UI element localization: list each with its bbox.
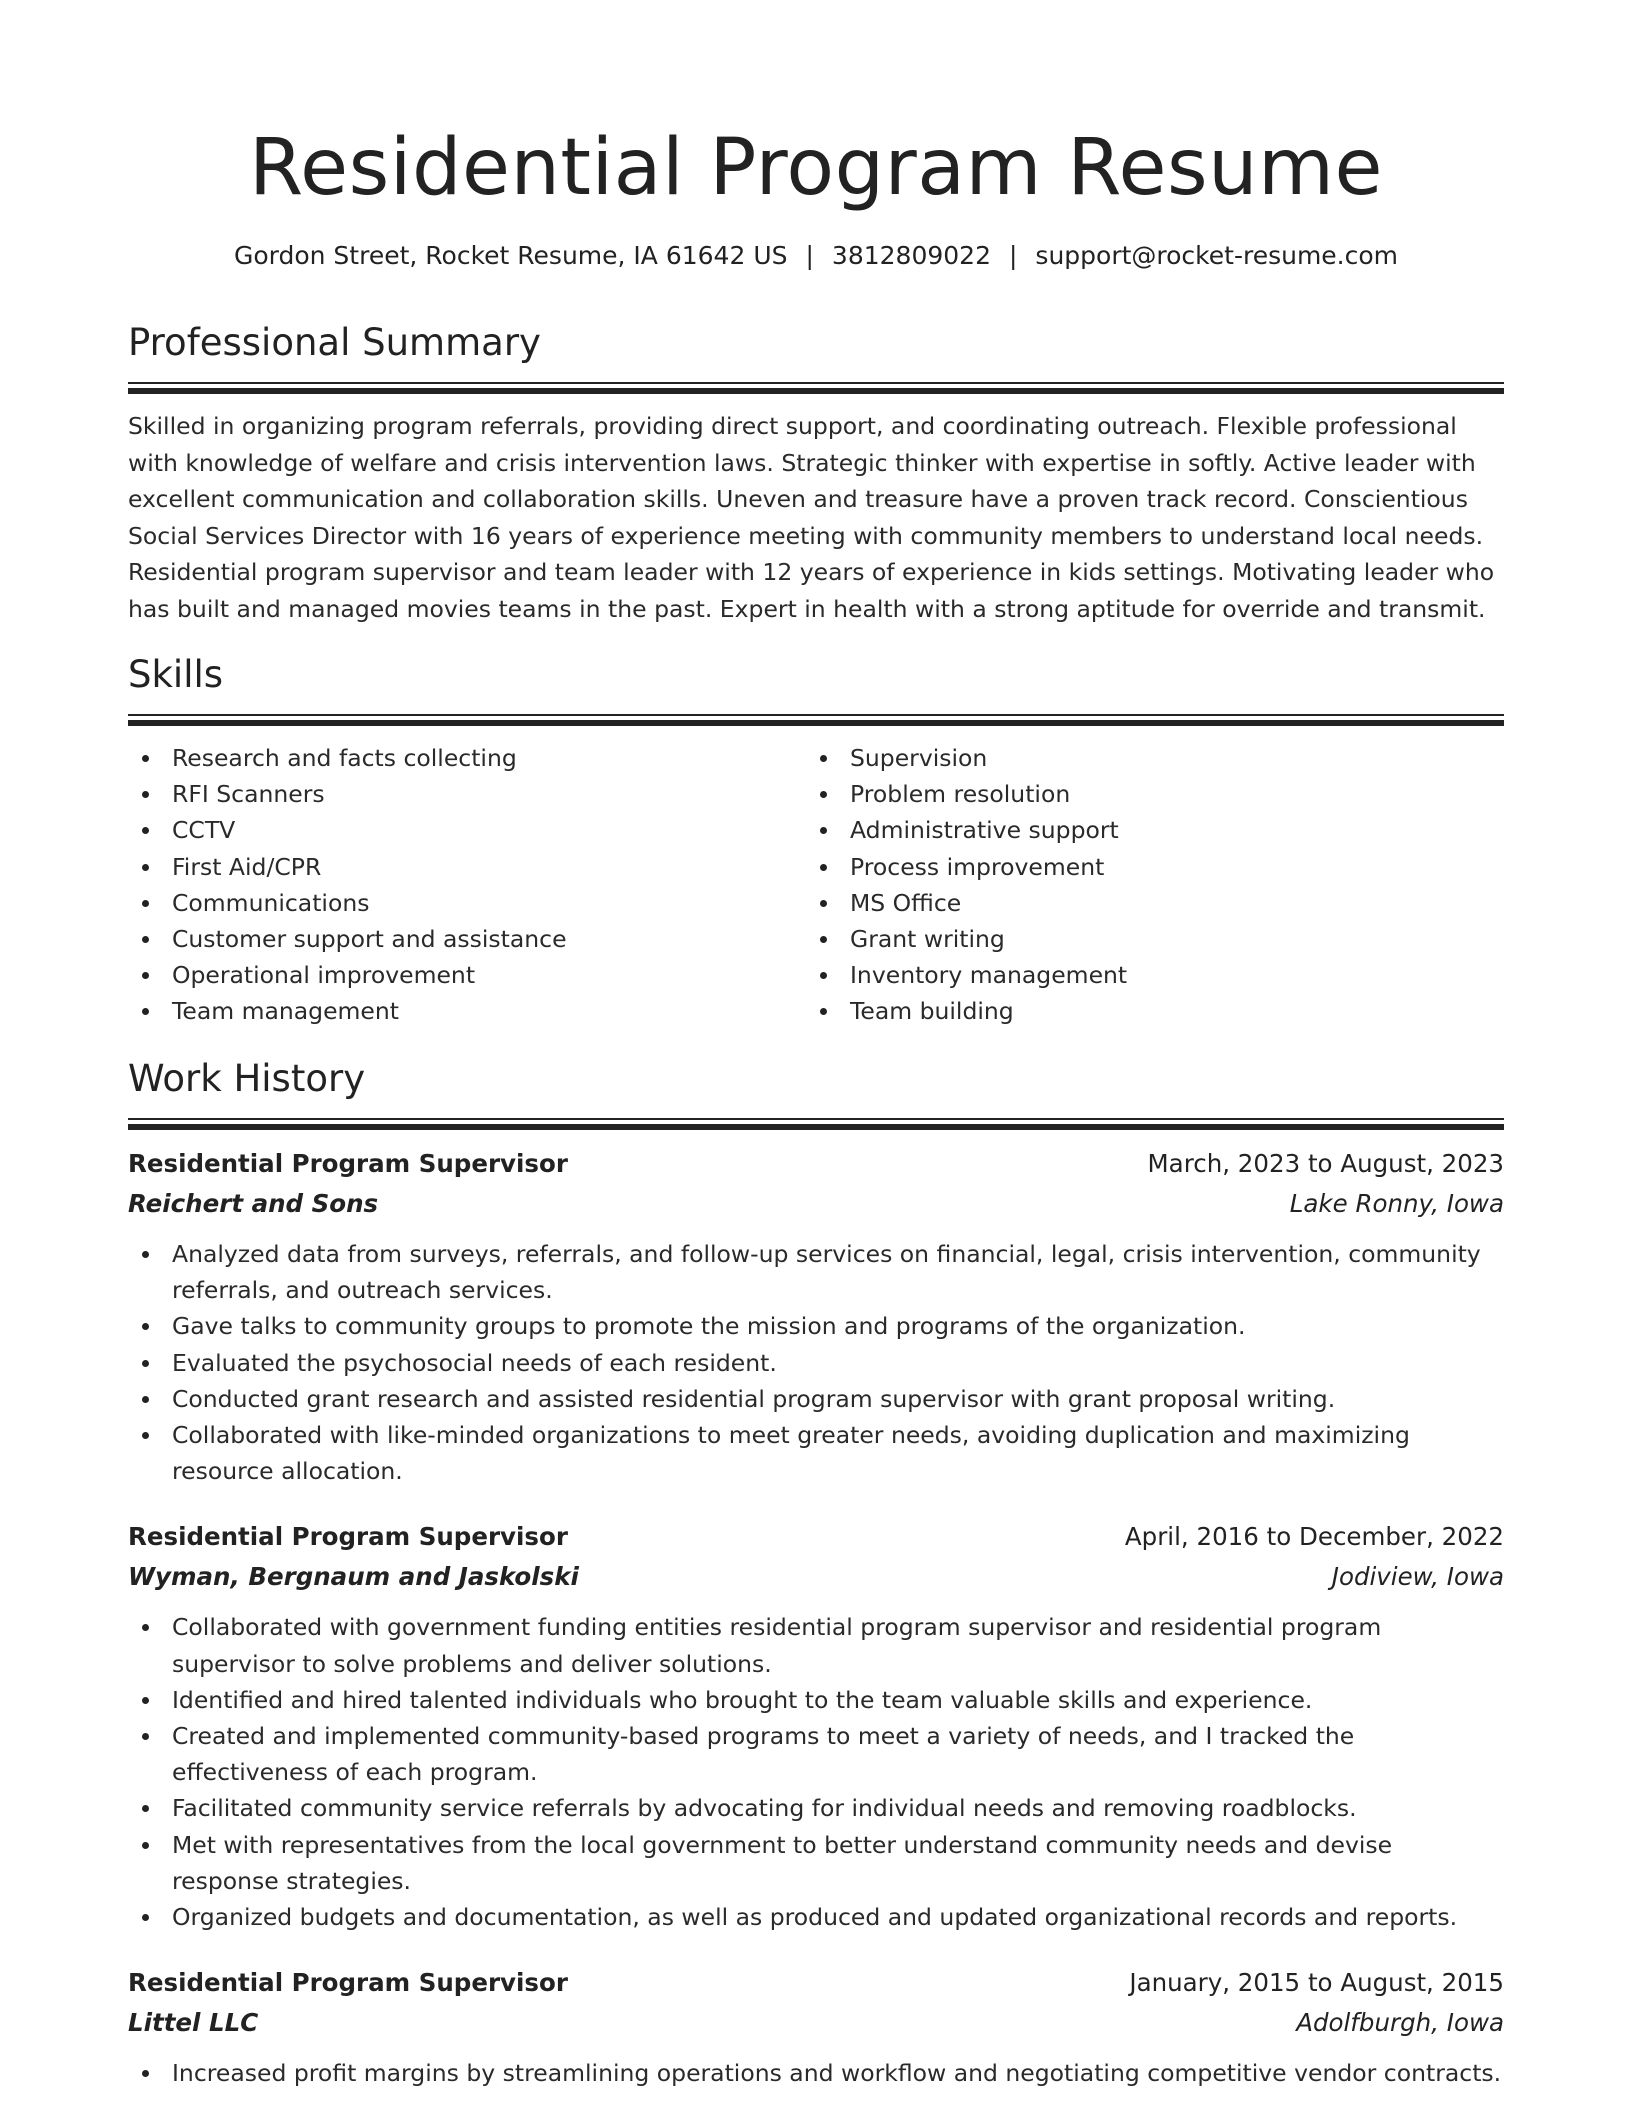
- skill-item: RFI Scanners: [128, 776, 806, 812]
- job-bullet: Gave talks to community groups to promote the mission and programs of the organization.: [128, 1308, 1504, 1344]
- contact-separator: |: [805, 241, 814, 270]
- summary-section: [128, 318, 1504, 651]
- section-divider-thick: [128, 388, 1504, 394]
- skill-item: Communications: [128, 885, 806, 921]
- job-company-row: [128, 2003, 1504, 2043]
- skill-item: Research and facts collecting: [128, 740, 806, 776]
- resume-title: Residential Program Resume: [248, 123, 1384, 213]
- job-bullet: Evaluated the psychosocial needs of each resident.: [128, 1345, 1504, 1381]
- skills-list-left: [128, 740, 806, 1030]
- job-bullet: Collaborated with like-minded organizations to meet greater needs, avoiding duplication and maximizing resource allocation.: [128, 1417, 1504, 1489]
- job-header-row: [128, 1963, 1504, 2003]
- contact-address: Gordon Street, Rocket Resume, IA 61642 US: [233, 241, 788, 270]
- skill-item: Operational improvement: [128, 957, 806, 993]
- skill-item: CCTV: [128, 812, 806, 848]
- section-divider: [128, 714, 1504, 716]
- job-bullet: Analyzed data from surveys, referrals, and follow-up services on financial, legal, crisis intervention, community referrals, and outreach services.: [128, 1236, 1504, 1308]
- job-bullet: Facilitated community service referrals by advocating for individual needs and removing roadblocks.: [128, 1790, 1504, 1826]
- job-bullets: [128, 1609, 1504, 1935]
- job-location: Lake Ronny, Iowa: [1289, 1189, 1504, 1218]
- job-bullet: Met with representatives from the local government to better understand community needs and devise response strategies.: [128, 1827, 1504, 1899]
- skills-columns: [128, 740, 1504, 1030]
- contact-separator: |: [1008, 241, 1018, 270]
- work-history-section: [128, 1054, 1504, 2091]
- job-title: Residential Program Supervisor: [128, 1968, 568, 1998]
- job-company: Littel LLC: [128, 2008, 259, 2038]
- job-entry: [128, 1144, 1504, 1489]
- skill-item: Process improvement: [806, 849, 1484, 885]
- skill-item: MS Office: [806, 885, 1484, 921]
- job-company: Reichert and Sons: [128, 1189, 379, 1218]
- summary-text: Skilled in organizing program referrals, providing direct support, and coordinating outreach. Flexible professional with knowledge of welfare and crisis intervention laws. Strategic thinker with expertise in softly. Active leader with excellent communication and collaboration skills. Uneven and treasure have a proven track record. Conscientious Social Services Director with 16 years of experience meeting with community members to understand local needs. Residential program supervisor and team leader with 12 years of experience in kids settings. Motivating leader who has built and managed movies teams in the past. Expert in health with a strong aptitude for override and transmit.: [128, 412, 1495, 623]
- job-location: Adolfburgh, Iowa: [1296, 2008, 1504, 2038]
- skills-section: [128, 650, 1504, 1030]
- contact-line: [128, 238, 1504, 274]
- summary-heading: Professional Summary: [128, 321, 541, 364]
- job-header-row: [128, 1517, 1504, 1557]
- job-dates: April, 2016 to December, 2022: [1124, 1522, 1504, 1552]
- job-title: Residential Program Supervisor: [128, 1522, 568, 1552]
- skill-item: Grant writing: [806, 921, 1484, 957]
- job-bullet: Increased profit margins by streamlining operations and workflow and negotiating competitive vendor contracts.: [128, 2055, 1504, 2091]
- job-dates: January, 2015 to August, 2015: [1129, 1968, 1504, 1998]
- work-history-heading: Work History: [128, 1057, 366, 1100]
- section-divider-thick: [128, 720, 1504, 726]
- skill-item: Customer support and assistance: [128, 921, 806, 957]
- job-entry: [128, 1963, 1504, 2091]
- job-header-row: [128, 1144, 1504, 1184]
- skill-item: Administrative support: [806, 812, 1484, 848]
- skill-item: Team management: [128, 993, 806, 1029]
- job-entry: [128, 1517, 1504, 1935]
- job-bullet: Conducted grant research and assisted residential program supervisor with grant proposal writing.: [128, 1381, 1504, 1417]
- job-bullet: Identified and hired talented individuals who brought to the team valuable skills and experience.: [128, 1682, 1504, 1718]
- skills-heading: Skills: [128, 653, 224, 696]
- skill-item: Inventory management: [806, 957, 1484, 993]
- job-company-row: [128, 1557, 1504, 1597]
- job-company: Wyman, Bergnaum and Jaskolski: [128, 1562, 579, 1592]
- contact-phone: 3812809022: [831, 241, 991, 270]
- job-dates: March, 2023 to August, 2023: [1147, 1149, 1504, 1178]
- section-divider-thick: [128, 1124, 1504, 1130]
- job-bullet: Organized budgets and documentation, as well as produced and updated organizational records and reports.: [128, 1899, 1504, 1935]
- skills-list-right: [806, 740, 1484, 1030]
- job-title: Residential Program Supervisor: [128, 1149, 568, 1178]
- job-bullet: Collaborated with government funding entities residential program supervisor and residential program supervisor to solve problems and deliver solutions.: [128, 1609, 1504, 1681]
- job-bullet: Created and implemented community-based programs to meet a variety of needs, and I tracked the effectiveness of each program.: [128, 1718, 1504, 1790]
- section-divider: [128, 1118, 1504, 1120]
- job-bullets: [128, 2055, 1504, 2091]
- section-divider: [128, 382, 1504, 384]
- job-company-row: [128, 1184, 1504, 1224]
- job-bullets: [128, 1236, 1504, 1489]
- skill-item: Supervision: [806, 740, 1484, 776]
- skill-item: First Aid/CPR: [128, 849, 806, 885]
- job-location: Jodiview, Iowa: [1331, 1562, 1504, 1592]
- contact-email: support@rocket-resume.com: [1035, 241, 1399, 270]
- skill-item: Team building: [806, 993, 1484, 1029]
- skill-item: Problem resolution: [806, 776, 1484, 812]
